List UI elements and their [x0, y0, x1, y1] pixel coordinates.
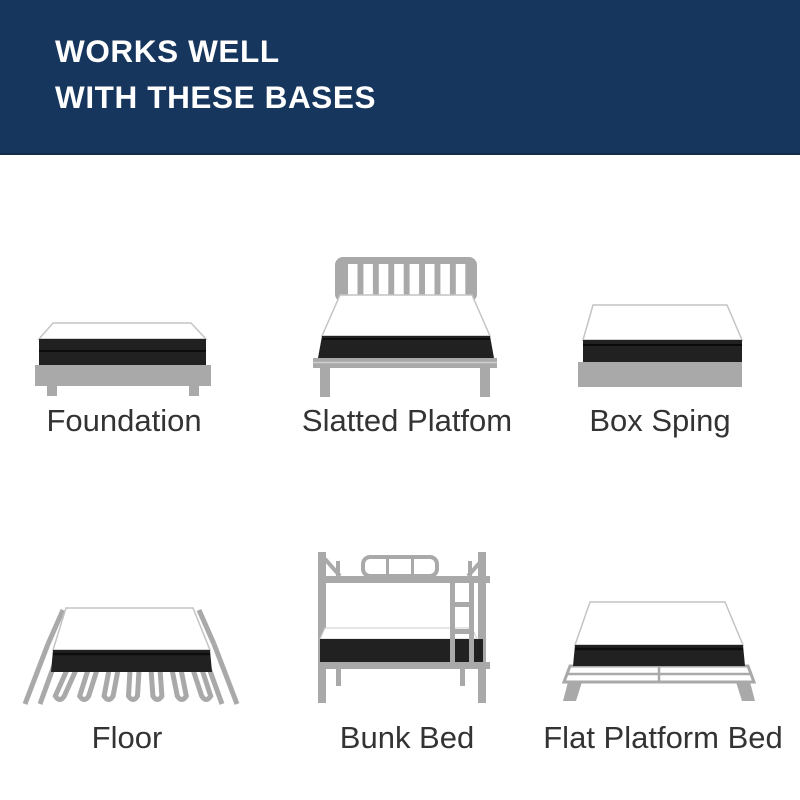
flat-platform-bed-label: Flat Platform Bed: [543, 720, 783, 755]
page-title: [55, 28, 376, 120]
floor-figure: [18, 600, 243, 708]
slatted-platform-bed-icon: [311, 250, 499, 397]
foundation-label: Foundation: [46, 403, 202, 438]
bunk-bed-icon: [314, 549, 494, 704]
flat-platform-bed-figure: [558, 600, 758, 705]
page-title-line1: WORKS WELL: [55, 33, 280, 69]
box-spring-bed-icon: [575, 303, 745, 387]
bunk-bed-figure: [314, 549, 494, 704]
floor-label: Floor: [91, 720, 163, 755]
page-title-line2: WITH THESE BASES: [55, 79, 377, 115]
header-band: [0, 0, 800, 155]
box-spring-figure: [575, 303, 745, 387]
foundation-figure: [30, 320, 215, 396]
foundation-bed-icon: [30, 320, 215, 396]
slatted-platform-label: Slatted Platfom: [301, 403, 513, 438]
bunk-bed-label: Bunk Bed: [339, 720, 475, 755]
floor-rug-icon: [18, 600, 243, 708]
slatted-platform-figure: [311, 250, 499, 397]
box-spring-label: Box Sping: [589, 403, 731, 438]
flat-platform-bed-icon: [558, 600, 758, 705]
